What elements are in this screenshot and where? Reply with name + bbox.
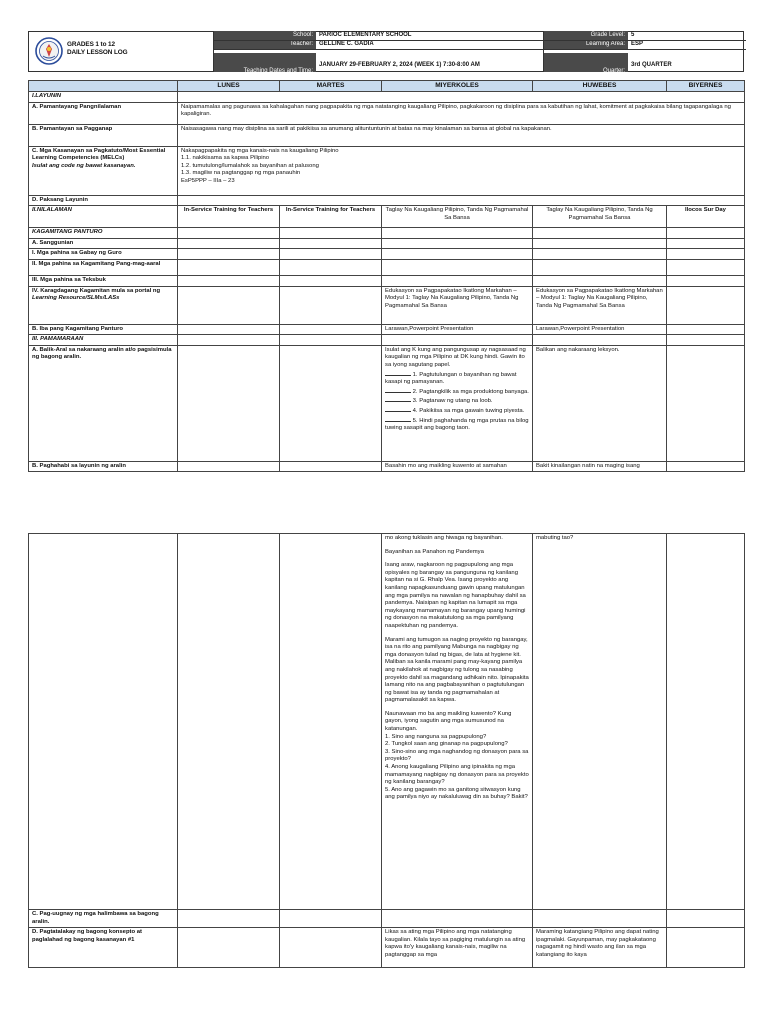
kagamitang-mag-aaral-label: II. Mga pahina sa Kagamitang Pang-mag-aaral <box>29 259 178 275</box>
balik-aral-miyerkoles: Isulat ang K kung ang pangungusap ay nagsasaad ng kaugalian ng mga Pilipino at DK kung hindi. Gawin ito sa iyong sagutang papel. 1. Pagtutulungan o bayanihan ng bawat kasapi ng pamayanan. 2. Pagtangkilik sa mga produktong banyaga. 3. Pagtanaw ng utang na loob. 4. Pakikiisa sa mga gawain tuwing piyesta. 5. Hindi paghahanda ng mga prutas na bilog tuwing sasapit ang bagong taon. <box>382 345 533 461</box>
balik-aral-huwebes: Balikan ang nakaraang leksyon. <box>533 345 667 461</box>
lesson-log-page-1 <box>0 0 768 500</box>
section-layunin: I.LAYUNIN <box>29 92 178 103</box>
learning-area-label: Learning Area: <box>544 40 628 49</box>
balik-aral-label: A. Balik-Aral sa nakaraang aralin at/o pagsisimula ng bagong aralin. <box>29 345 178 461</box>
questions-intro: Naunawaan mo ba ang maikling kuwento? Kung gayon, iyong sagutin ang mga sumusunod na katanungan. <box>385 710 512 733</box>
lesson-log-page-2 <box>0 500 768 1024</box>
paghahabi-huwebes-cont: mabuting tao? <box>533 534 667 910</box>
iba-pang-kagamitan-miyerkoles: Larawan,Powerpoint Presentation <box>382 324 533 335</box>
portal-miyerkoles: Edukasyon sa Pagpapakatao Ikatlong Markahan – Modyul 1: Taglay Na Kaugaliang Pilipino, Tanda Ng Pagmamahal Sa Bansa <box>382 286 533 324</box>
teaching-dates: JANUARY 29-FEBRUARY 2, 2024 (WEEK 1) 7:30-8:00 AM <box>319 62 480 68</box>
story-title: Bayanihan sa Panahon ng Pandemya <box>385 548 484 555</box>
section-pamamaraan: III. PAMAMARAAN <box>29 335 178 346</box>
iba-pang-kagamitan-label: B. Iba pang Kagamitang Panturo <box>29 324 178 335</box>
quarter: 3rd QUARTER <box>631 62 672 68</box>
paghahabi-huwebes-start: Bakit kinailangan natin na maging isang <box>533 461 667 472</box>
melc-text: Nakapagpapakita ng mga kanais-nais na kaugaliang Pilipino 1.1. nakikisama sa kapwa Pilipino 1.2. tumutulong/lumalahok sa bayanihan at palusong 1.3. magiliw na pagtanggap ng mga panauhin EsP5PPP – IIIa – 23 <box>178 146 745 195</box>
melc-note: Isulat ang code ng bawat kasanayan. <box>32 162 136 169</box>
question-item: 3. Sino-sino ang mga naghandog ng donasyon para sa proyekto? <box>385 748 529 763</box>
paghahabi-miyerkoles-start: Basahin mo ang maikling kuwento at samahan <box>382 461 533 472</box>
portal-huwebes: Edukasyon sa Pagpapakatao Ikatlong Markahan – Modyul 1: Taglay Na Kaugaliang Pilipino, Tanda Ng Pagmamahal Sa Bansa <box>533 286 667 324</box>
pagtatalakay-huwebes: Maraming katangiang Pilipino ang dapat nating ipagmalaki. Gayunpaman, may pagkakataong nagagamit ng hindi wasto ang ilan sa mga katangiang ito kaya <box>533 928 667 968</box>
nilalaman-miyerkoles: Taglay Na Kaugaliang Pilipino, Tanda Ng Pagmamahal Sa Bansa <box>382 206 533 228</box>
sanggunian-label: A. Sanggunian <box>29 238 178 249</box>
pamantayan-sa-pagganap-label: B. Pamantayan sa Pagganap <box>29 124 178 146</box>
school-name: PARIOC ELEMENTARY SCHOOL <box>319 32 412 38</box>
pamantayang-pangnilalaman-text: Naipamamalas ang pagunawa sa kahalagahan nang pagpapakita ng mga natatanging kaugaliang Pilipino, pagkakaroon ng disiplina para sa kabutihan ng lahat, komitment at pagkakaisa bilang tagapangalaga ng kapaligiran. <box>178 102 745 124</box>
teksbuk-label: III. Mga pahina sa Teksbuk <box>29 275 178 286</box>
question-item: 4. Anong kaugaliang Pilipino ang ipinakita ng mga mamamayang nagbigay ng donasyon para sa proyekto ng kanilang barangay? <box>385 764 529 786</box>
nilalaman-martes: In-Service Training for Teachers <box>280 206 382 228</box>
gabay-guro-label: I. Mga pahina sa Gabay ng Guro <box>29 249 178 260</box>
day-biyernes: BIYERNES <box>667 81 745 92</box>
deped-seal-icon <box>35 37 63 65</box>
nilalaman-biyernes: Ilocos Sur Day <box>667 206 745 228</box>
day-header-row <box>29 81 745 92</box>
pamantayan-sa-pagganap-text: Naisasagawa nang may disiplina sa sarili at pakikiisa sa anumang alituntuntunin at batas na may kinalaman sa bansa at global na kapakanan. <box>178 124 745 146</box>
question-item: 1. Sino ang nanguna sa pagpupulong? <box>385 733 487 740</box>
grade-level-label: Grade Level: <box>544 31 628 40</box>
school-info-box <box>213 31 544 72</box>
melc-label: C. Mga Kasanayan sa Pagkatuto/Most Essential Learning Competencies (MELCs) <box>32 147 166 162</box>
question-item: 5. Ano ang gagawin mo sa ganitong sitwasyon kung ang pamilya niyo ay nakaluluwag din sa buhay? Bakit? <box>385 786 528 801</box>
day-lunes: LUNES <box>178 81 280 92</box>
grade-info-box <box>543 31 746 72</box>
paksang-layunin-label: D. Paksang Layunin <box>29 195 178 206</box>
day-martes: MARTES <box>280 81 382 92</box>
learning-area: ESP <box>631 41 644 47</box>
grades-label: GRADES 1 to 12 DAILY LESSON LOG <box>67 41 128 56</box>
dates-label: Teaching Dates and Time: <box>214 53 316 72</box>
teacher-name: GELLINE C. GADIA <box>319 41 374 47</box>
story-paragraph-2: Marami ang tumugon sa naging proyekto ng barangay, isa na rito ang pamilyang Mabunga na nagbigay ng mga donasyon tulad ng bigas, de lata at hygiene kit. Maliban sa kanila marami pang may-kayang pamilya ang nakilahok at nagbigay ng tulong sa nasabing proyekto dahil sa magandang adhikain nito. Ipinapakita lamang nito na ang pagbabayanihan o pagtutulungan ng bawat isa ay tanda ng pagmamahalan at pagmamalasakit sa kapwa. <box>385 636 529 704</box>
quarter-label: Quarter: <box>544 53 628 72</box>
iba-pang-kagamitan-huwebes: Larawan,Powerpoint Presentation <box>533 324 667 335</box>
teacher-label: Teacher: <box>214 40 316 49</box>
day-miyerkoles: MIYERKOLES <box>382 81 533 92</box>
section-kagamitan: KAGAMITANG PANTURO <box>29 228 178 239</box>
portal-label-cell: IV. Karagdagang Kagamitan mula sa portal ng Learning Resource/SLMs/LASs <box>29 286 178 324</box>
paghahabi-label: B. Paghahabi sa layunin ng aralin <box>29 461 178 472</box>
lesson-table-page-2 <box>28 533 745 968</box>
grade-level: 5 <box>631 32 635 38</box>
nilalaman-lunes: In-Service Training for Teachers <box>178 206 280 228</box>
paghahabi-miyerkoles-cont: mo akong tuklasin ang hiwaga ng bayanihan. Bayanihan sa Panahon ng Pandemya Isang araw, nagkaroon ng pagpupulong ang mga opisyales ng barangay sa pangunguna ng kanilang kapitan na si G. Rhalp Vea. Isang proyekto ang kanilang napagkasunduang gawin upang matulungan ang mga pamilya na nawalan ng hanapbuhay dahil sa pandemya. Naisipan ng kapitan na lumapit sa mga maykayang mamamayan ng barangay upang humingi ng donasyon na makatutulong sa mga pamilyang naapektuhan ng pandemya. Marami ang tumugon sa naging proyekto ng barangay, isa na rito ang pamilyang Mabunga na nagbigay ng mga donasyon tulad ng bigas, de lata at hygiene kit. Maliban sa kanila marami pang may-kayang pamilya ang nakilahok at nagbigay ng tulong sa nasabing proyekto dahil sa magandang adhikain nito. Ipinapakita lamang nito na ang pagbabayanihan o pagtutulungan ng bawat isa ay tanda ng pagmamahalan at pagmamalasakit sa kapwa. Naunawaan mo ba ang maikling kuwento? Kung gayon, iyong sagutin ang mga sumusunod na katanungan. 1. Sino ang nanguna sa pagpupulong? 2. Tungkol saan ang ginanap na pagpupulong? 3. Sino-sino ang mga naghandog ng donasyon para sa proyekto? 4. Anong kaugaliang Pilipino ang ipinakita ng mga mamamayang nagbigay ng donasyon para sa proyekto ng kanilang barangay? 5. Ano ang gagawin mo sa ganitong sitwasyon kung ang pamilya niyo ay nakaluluwag din sa buhay? Bakit? <box>382 534 533 910</box>
question-item: 2. Tungkol saan ang ginanap na pagpupulong? <box>385 741 508 748</box>
pagtatalakay-miyerkoles: Likas sa ating mga Pilipino ang mga natatanging kaugalian. Kilala tayo sa pagiging matulungin sa ating kapwa ito'y kaugaliang kanais-nais, magiliw na pagtanggap sa mga <box>382 928 533 968</box>
pag-uugnay-label: C. Pag-uugnay ng mga halimbawa sa bagong aralin. <box>29 910 178 928</box>
section-nilalaman: II.NILALAMAN <box>29 206 178 228</box>
story-paragraph-1: Isang araw, nagkaroon ng pagpupulong ang mga opisyales ng barangay sa pangunguna ng kanilang kapitan na si G. Rhalp Vea. Isang proyekto ang kanilang napagkasunduang gawin upang matulungan ang mga pamilya na nawalan ng hanapbuhay dahil sa pandemya. Naisipan ng kapitan na lumapit sa mga maykayang mamamayan ng barangay upang humingi ng donasyon na makatutulong sa mga pamilyang naapektuhan ng pandemya. <box>385 562 526 629</box>
day-huwebes: HUWEBES <box>533 81 667 92</box>
melc-label-cell <box>29 146 178 195</box>
header-block <box>28 31 744 72</box>
nilalaman-huwebes: Taglay Na Kaugaliang Pilipino, Tanda Ng Pagmamahal Sa Bansa <box>533 206 667 228</box>
school-label: School: <box>214 31 316 40</box>
pagtatalakay-label: D. Pagtatalakay ng bagong konsepto at paglalahad ng bagong kasanayan #1 <box>29 928 178 968</box>
lesson-table-page-1 <box>28 80 745 472</box>
pamantayang-pangnilalaman-label: A. Pamantayang Pangnilalaman <box>29 102 178 124</box>
